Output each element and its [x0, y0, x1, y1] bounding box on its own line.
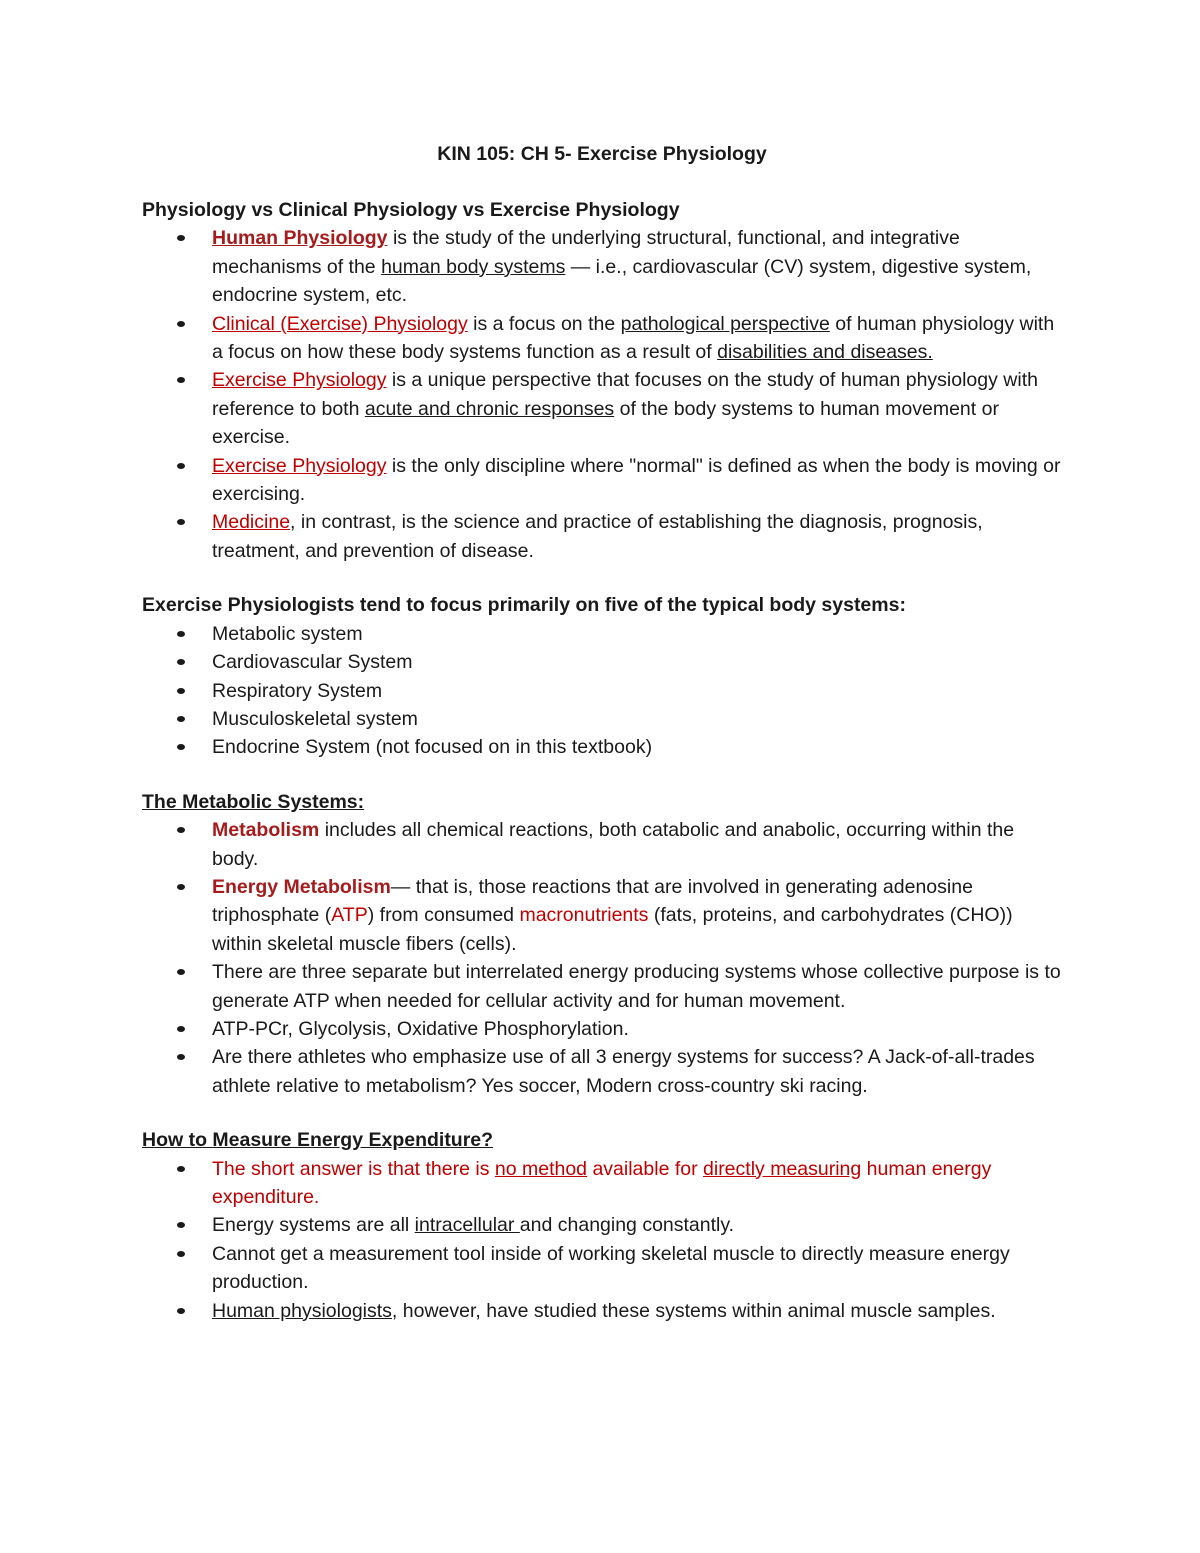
bullet-icon: [177, 377, 185, 383]
term-clinical-physiology: Clinical (Exercise) Physiology: [212, 312, 468, 335]
list-item: Metabolic system: [142, 620, 1062, 648]
bullet-icon: [177, 884, 185, 890]
bullet-icon: [177, 235, 185, 241]
metabolic-systems-list: [142, 816, 1062, 1100]
bullet-icon: [177, 969, 185, 975]
list-item: Musculoskeletal system: [142, 705, 1062, 733]
page-title: KIN 105: CH 5- Exercise Physiology: [437, 143, 767, 165]
list-item: Respiratory System: [142, 677, 1062, 705]
term-exercise-physiology: Exercise Physiology: [212, 369, 387, 392]
energy-expenditure-list: [142, 1155, 1062, 1325]
bullet-icon: [177, 1026, 185, 1032]
section-heading-body-systems: Exercise Physiologists tend to focus primarily on five of the typical body systems:: [142, 594, 906, 617]
section-heading-metabolic-systems: The Metabolic Systems:: [142, 790, 365, 813]
section-heading-energy-expenditure: How to Measure Energy Expenditure?: [142, 1129, 494, 1152]
bullet-icon: [177, 631, 185, 637]
list-item: Exercise Physiology is the only discipline where "normal" is defined as when the body is moving or exercising.: [142, 452, 1062, 509]
document-content: [142, 136, 1062, 1325]
list-item: The short answer is that there is no method available for directly measuring human energy expenditure.: [142, 1155, 1062, 1212]
bullet-icon: [177, 716, 185, 722]
term-medicine: Medicine: [212, 511, 291, 534]
list-item: Medicine, in contrast, is the science and practice of establishing the diagnosis, prognosis, treatment, and prevention of disease.: [142, 508, 1062, 565]
term-energy-metabolism: Energy Metabolism: [212, 875, 391, 898]
bullet-icon: [177, 463, 185, 469]
term-exercise-physiology: Exercise Physiology: [212, 454, 387, 477]
body-systems-list: [142, 620, 1062, 762]
bullet-icon: [177, 1054, 185, 1060]
list-item: Cardiovascular System: [142, 648, 1062, 676]
list-item: ATP-PCr, Glycolysis, Oxidative Phosphorylation.: [142, 1015, 1062, 1043]
bullet-icon: [177, 827, 185, 833]
bullet-icon: [177, 1222, 185, 1228]
list-item: Human physiologists, however, have studied these systems within animal muscle samples.: [142, 1297, 1062, 1325]
list-item: Energy Metabolism— that is, those reactions that are involved in generating adenosine triphosphate (ATP) from consumed macronutrients (fats, proteins, and carbohydrates (CHO)) within skeletal muscle fibers (cells).: [142, 873, 1062, 958]
term-metabolism: Metabolism: [212, 819, 320, 842]
section-heading-physiology-comparison: Physiology vs Clinical Physiology vs Exercise Physiology: [142, 199, 680, 221]
list-item: Cannot get a measurement tool inside of working skeletal muscle to directly measure energy production.: [142, 1240, 1062, 1297]
list-item: Are there athletes who emphasize use of all 3 energy systems for success? A Jack-of-all-trades athlete relative to metabolism? Yes soccer, Modern cross-country ski racing.: [142, 1043, 1062, 1100]
list-item: There are three separate but interrelated energy producing systems whose collective purpose is to generate ATP when needed for cellular activity and for human movement.: [142, 958, 1062, 1015]
physiology-definitions-list: [142, 224, 1062, 565]
list-item: Exercise Physiology is a unique perspective that focuses on the study of human physiology with reference to both acute and chronic responses of the body systems to human movement or exercise.: [142, 366, 1062, 451]
bullet-icon: [177, 321, 185, 327]
list-item: Metabolism includes all chemical reactions, both catabolic and anabolic, occurring within the body.: [142, 816, 1062, 873]
bullet-icon: [177, 1251, 185, 1257]
bullet-icon: [177, 1308, 185, 1314]
list-item: Clinical (Exercise) Physiology is a focus on the pathological perspective of human physiology with a focus on how these body systems function as a result of disabilities and diseases.: [142, 310, 1062, 367]
list-item: Endocrine System (not focused on in this textbook): [142, 733, 1062, 761]
bullet-icon: [177, 688, 185, 694]
list-item: Energy systems are all intracellular and changing constantly.: [142, 1211, 1062, 1239]
list-item: Human Physiology is the study of the underlying structural, functional, and integrative mechanisms of the human body systems — i.e., cardiovascular (CV) system, digestive system, endocrine system, etc.: [142, 224, 1062, 309]
bullet-icon: [177, 519, 185, 525]
bullet-icon: [177, 744, 185, 750]
bullet-icon: [177, 1166, 185, 1172]
bullet-icon: [177, 659, 185, 665]
term-human-physiology: Human Physiology: [212, 227, 388, 250]
